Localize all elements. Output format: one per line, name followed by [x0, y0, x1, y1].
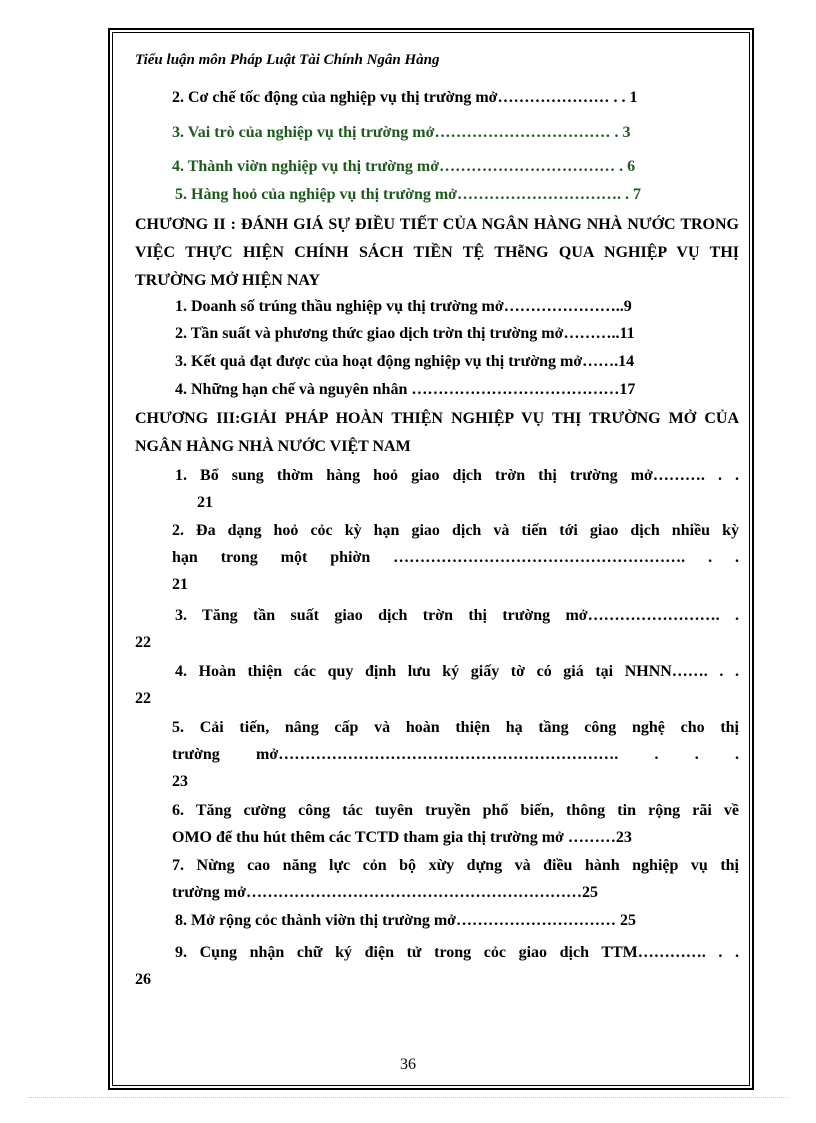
toc-item[interactable]: [135, 602, 739, 656]
toc-item-page: 23: [172, 773, 188, 790]
toc-item-page: 21: [172, 576, 188, 593]
toc-item-page: 21: [197, 494, 213, 511]
toc-item[interactable]: 4. Những hạn chế và nguyên nhân …………………………………17: [175, 381, 636, 398]
toc-item[interactable]: [135, 658, 739, 712]
toc-item-text: trường mở………………………………………………………. . . .: [172, 746, 739, 763]
toc-item[interactable]: 3. Vai trò của nghiệp vụ thị trường mở…………………………… . 3: [172, 124, 631, 141]
toc-item-text: 9. Cụng nhận chữ ký điện tử trong cỏc giao dịch TTM…………. . .: [175, 944, 739, 961]
toc-item-text: 3. Tăng tần suất giao dịch trờn thị trường mở……………………. .: [175, 607, 739, 624]
toc-item-text: 5. Cải tiến, nâng cấp và hoàn thiện hạ tầng công nghệ cho thị: [172, 719, 739, 736]
page-number: 36: [400, 1056, 416, 1073]
toc-item-text: trường mở………………………………………………………25: [172, 884, 598, 901]
toc-item[interactable]: [172, 852, 739, 906]
toc-item-text: OMO để thu hút thêm các TCTD tham gia thị trường mở ………23: [172, 829, 632, 846]
toc-item-page: 22: [135, 634, 151, 651]
chapter-2-title[interactable]: CHƯƠNG II : ĐÁNH GIÁ SỰ ĐIỀU TIẾT CỦA NGÂN HÀNG NHÀ NƯỚC TRONG VIỆC THỰC HIỆN CHÍNH SÁCH TIỀN TỆ THễNG QUA NGHIỆP VỤ THỊ TRƯỜNG MỞ HIỆN NAY: [135, 216, 739, 289]
toc-item[interactable]: 4. Thành viờn nghiệp vụ thị trường mở…………………………… . 6: [172, 158, 636, 175]
toc-item-text: 6. Tăng cường công tác tuyên truyền phổ biến, thông tin rộng rãi về: [172, 802, 739, 819]
footer-divider: [28, 1097, 788, 1098]
toc-item-text: hạn trong một phiờn ………………………………………………. . .: [172, 549, 739, 566]
toc-item[interactable]: 2. Cơ chế tốc động của nghiệp vụ thị trường mở………………… . . 1: [172, 89, 638, 106]
toc-item[interactable]: 8. Mở rộng cỏc thành viờn thị trường mở………………………… 25: [175, 912, 637, 929]
toc-item[interactable]: 1. Doanh số trúng thầu nghiệp vụ thị trường mở…………………..9: [175, 298, 632, 315]
running-header: Tiểu luận môn Pháp Luật Tài Chính Ngân Hàng: [135, 52, 440, 68]
toc-item-text: 4. Hoàn thiện các quy định lưu ký giấy tờ có giá tại NHNN……. . .: [175, 663, 739, 680]
toc-item-text: 2. Đa dạng hoỏ cỏc kỳ hạn giao dịch và tiến tới giao dịch nhiều kỳ: [172, 522, 739, 539]
toc-item[interactable]: 2. Tần suất và phương thức giao dịch trờn thị trường mở………..11: [175, 325, 635, 342]
toc-item[interactable]: 5. Hàng hoỏ của nghiệp vụ thị trường mở…………………………. . 7: [175, 186, 642, 203]
toc-item-page: 26: [135, 971, 151, 988]
toc-item[interactable]: [172, 797, 739, 851]
toc-item[interactable]: [175, 462, 739, 516]
chapter-3-title[interactable]: CHƯƠNG III:GIẢI PHÁP HOÀN THIỆN NGHIỆP VỤ THỊ TRƯỜNG MỞ CỦA NGÂN HÀNG NHÀ NƯỚC VIỆT NAM: [135, 410, 739, 455]
toc-item[interactable]: [172, 517, 739, 598]
toc-item-text: 7. Nừng cao năng lực cỏn bộ xừy dựng và điều hành nghiệp vụ thị: [172, 857, 739, 874]
toc-item[interactable]: [135, 939, 739, 993]
toc-item[interactable]: [172, 714, 739, 795]
toc-item[interactable]: 3. Kết quả đạt được của hoạt động nghiệp vụ thị trường mở…….14: [175, 353, 635, 370]
toc-item-text: 1. Bổ sung thờm hàng hoỏ giao dịch trờn thị trường mở………. . .: [175, 467, 739, 484]
toc-item-page: 22: [135, 690, 151, 707]
